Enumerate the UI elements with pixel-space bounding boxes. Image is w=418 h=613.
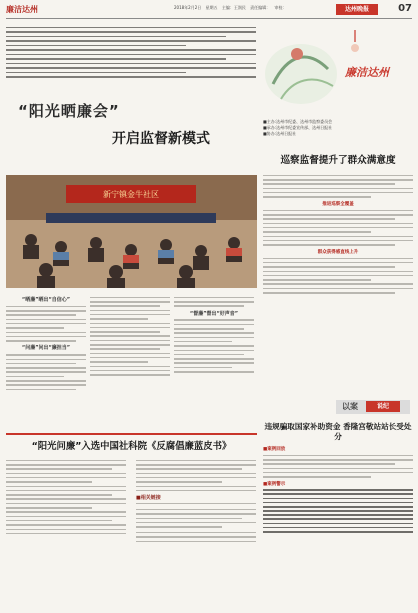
- text-line: [6, 389, 76, 391]
- brand-title: 廉洁达州: [345, 66, 389, 79]
- text-line: [6, 529, 126, 531]
- page-number: 07: [398, 3, 412, 14]
- text-line: [6, 63, 256, 65]
- header-designer: 责任编辑：: [250, 5, 271, 10]
- related-note: [136, 503, 256, 533]
- text-line: [6, 481, 92, 483]
- text-line: [263, 531, 413, 533]
- text-line: [263, 175, 413, 177]
- text-line: [6, 49, 256, 51]
- text-line: [6, 310, 86, 312]
- text-line: [136, 464, 256, 466]
- text-line: [263, 223, 413, 225]
- right-article2-title: 违规骗取国家补助资金 香隆宫敬站站长受处分: [264, 422, 412, 441]
- text-line: [174, 328, 244, 330]
- text-line: [136, 541, 256, 543]
- page-header: [6, 4, 412, 19]
- text-line: [6, 40, 256, 42]
- text-line: [136, 526, 222, 528]
- header-info: [174, 5, 289, 11]
- text-line: [6, 45, 186, 47]
- text-line: [6, 468, 112, 470]
- subhead-2: “问廉”问出“廉担当”: [21, 345, 71, 352]
- text-line: [6, 363, 76, 365]
- text-line: [90, 318, 148, 320]
- text-line: [263, 498, 413, 500]
- text-line: [263, 468, 413, 470]
- text-line: [90, 297, 170, 299]
- text-line: [136, 536, 256, 538]
- headline-line2: 开启监督新模式: [112, 131, 210, 147]
- text-line: [263, 527, 413, 529]
- text-line: [90, 314, 170, 316]
- text-line: [6, 314, 76, 316]
- section-title: 廉洁达州: [6, 5, 38, 14]
- text-line: [263, 236, 413, 238]
- text-line: [263, 271, 413, 273]
- text-line: [263, 455, 413, 457]
- text-line: [90, 301, 170, 303]
- text-line: [263, 510, 413, 512]
- text-line: [174, 324, 254, 326]
- column-1: [6, 294, 86, 393]
- text-line: [90, 357, 170, 359]
- text-line: [174, 371, 254, 373]
- text-line: [90, 323, 170, 325]
- text-line: [6, 306, 86, 308]
- subhead-3: “督廉”督出“好声音”: [189, 310, 239, 317]
- header-weekday: 星期五: [205, 5, 218, 10]
- photo-banner-text: 新宁镇金牛社区: [103, 190, 159, 199]
- text-line: [6, 36, 226, 38]
- text-line: [263, 493, 413, 495]
- article2-title: “阳光问廉”入选中国社科院《反腐倡廉蓝皮书》: [6, 433, 257, 452]
- text-line: [263, 489, 413, 491]
- text-line: [136, 460, 256, 462]
- case-study-badge: [336, 400, 410, 414]
- text-line: [174, 319, 254, 321]
- text-line: [6, 516, 126, 518]
- text-line: [263, 523, 413, 525]
- article-social-science: [6, 433, 257, 607]
- text-line: [90, 361, 148, 363]
- text-line: [6, 503, 126, 505]
- text-line: [6, 27, 256, 29]
- text-line: [6, 520, 112, 522]
- text-line: [263, 179, 413, 181]
- text-line: [263, 218, 395, 220]
- text-line: [90, 331, 160, 333]
- header-proof: 审校：: [274, 5, 287, 10]
- header-date: 2018年2月2日: [174, 5, 202, 10]
- text-line: [136, 468, 242, 470]
- text-line: [90, 353, 170, 355]
- meeting-photo: [6, 175, 257, 288]
- text-line: [6, 477, 126, 479]
- badge-text-1: 以案: [342, 402, 358, 411]
- text-line: [90, 335, 170, 337]
- text-line: [174, 354, 244, 356]
- text-line: [6, 524, 126, 526]
- text-line: [6, 54, 256, 56]
- text-line: [263, 214, 413, 216]
- text-line: [6, 367, 86, 369]
- lead-paragraph: [6, 24, 256, 81]
- right-article2-body: [263, 444, 413, 535]
- text-line: [6, 511, 126, 513]
- text-line: [174, 345, 254, 347]
- text-line: [90, 305, 160, 307]
- right-subhead-1: 推进巡察全覆盖: [322, 201, 354, 207]
- text-line: [263, 188, 413, 190]
- text-line: [263, 227, 413, 229]
- text-line: [263, 279, 371, 281]
- text-line: [263, 518, 413, 520]
- case-replay-label: ■案例回放: [263, 447, 286, 452]
- text-line: [263, 514, 413, 516]
- text-line: [174, 341, 232, 343]
- text-line: [263, 262, 413, 264]
- legend-item-2: ■承办:达州市纪委宣传部、达州日报社: [263, 125, 333, 130]
- article2-col-left: [6, 457, 126, 537]
- text-line: [263, 288, 413, 290]
- text-line: [6, 359, 86, 361]
- case-warning-label: ■案例警示: [263, 481, 286, 487]
- text-line: [90, 370, 170, 372]
- text-line: [6, 380, 86, 382]
- text-line: [136, 490, 256, 492]
- text-line: [6, 332, 86, 334]
- text-line: [174, 305, 244, 307]
- text-line: [6, 498, 126, 500]
- text-line: [6, 460, 126, 462]
- text-line: [263, 240, 413, 242]
- text-line: [136, 513, 256, 515]
- text-line: [136, 486, 256, 488]
- text-line: [6, 507, 92, 509]
- text-line: [263, 192, 413, 194]
- text-line: [6, 319, 86, 321]
- text-line: [6, 323, 86, 325]
- text-line: [263, 283, 413, 285]
- text-line: [136, 509, 256, 511]
- text-line: [6, 67, 256, 69]
- text-line: [174, 362, 254, 364]
- text-line: [90, 327, 170, 329]
- text-line: [174, 367, 232, 369]
- related-link-label: ■相关链接: [136, 495, 161, 502]
- text-line: [6, 384, 86, 386]
- brand-legend: [263, 119, 413, 137]
- text-line: [263, 183, 395, 185]
- text-line: [90, 344, 170, 346]
- text-line: [136, 477, 256, 479]
- right-subhead-2: 群众获得感直线上升: [317, 249, 359, 255]
- text-line: [6, 490, 126, 492]
- text-line: [6, 464, 126, 466]
- legend-item-1: ■主办:达州市纪委、达州市监察委员会: [263, 119, 333, 124]
- text-line: [263, 210, 413, 212]
- text-line: [263, 266, 395, 268]
- text-line: [90, 310, 170, 312]
- text-line: [6, 354, 86, 356]
- text-line: [174, 301, 254, 303]
- text-line: [6, 533, 126, 535]
- text-line: [90, 374, 170, 376]
- article2-body: [6, 457, 257, 607]
- text-line: [174, 337, 254, 339]
- text-line: [6, 486, 126, 488]
- right-article1-body: [263, 172, 413, 296]
- newspaper-logo: 达州晚报: [336, 4, 378, 15]
- text-line: [90, 348, 160, 350]
- text-line: [263, 258, 413, 260]
- text-line: [174, 350, 254, 352]
- text-line: [136, 518, 242, 520]
- headline-line1: “阳光晒廉会”: [18, 102, 120, 120]
- text-line: [263, 196, 371, 198]
- header-editor: 主编：王润民: [221, 5, 246, 10]
- text-line: [263, 231, 371, 233]
- text-line: [6, 327, 64, 329]
- text-line: [136, 473, 256, 475]
- text-line: [263, 459, 413, 461]
- text-line: [174, 332, 254, 334]
- text-line: [90, 366, 170, 368]
- brand-illustration: [263, 24, 413, 119]
- text-line: [263, 506, 413, 508]
- legend-item-3: ■协办:达州日报社: [263, 131, 297, 136]
- text-line: [90, 340, 170, 342]
- right-article1-title: 巡察监督提升了群众满意度: [280, 155, 396, 166]
- text-line: [6, 72, 186, 74]
- main-headline: [6, 98, 256, 168]
- text-line: [263, 472, 413, 474]
- text-line: [6, 340, 76, 342]
- text-line: [6, 76, 256, 78]
- article2-col-right: [136, 457, 256, 545]
- text-line: [6, 494, 112, 496]
- text-line: [6, 371, 86, 373]
- text-line: [263, 275, 413, 277]
- text-line: [136, 522, 256, 524]
- text-line: [174, 358, 254, 360]
- text-line: [6, 58, 226, 60]
- text-line: [263, 476, 371, 478]
- text-line: [136, 481, 222, 483]
- text-line: [6, 336, 86, 338]
- text-line: [263, 244, 395, 246]
- column-3: [174, 294, 254, 375]
- text-line: [6, 376, 64, 378]
- text-line: [263, 463, 395, 465]
- text-line: [263, 292, 395, 294]
- subhead-1: “晒廉”晒出“自信心”: [21, 297, 71, 303]
- text-line: [263, 502, 413, 504]
- text-line: [6, 31, 256, 33]
- text-line: [6, 473, 126, 475]
- brand-artwork: [263, 24, 413, 134]
- column-2: [90, 294, 170, 378]
- badge-text-2: 说纪: [366, 401, 400, 412]
- text-line: [174, 297, 254, 299]
